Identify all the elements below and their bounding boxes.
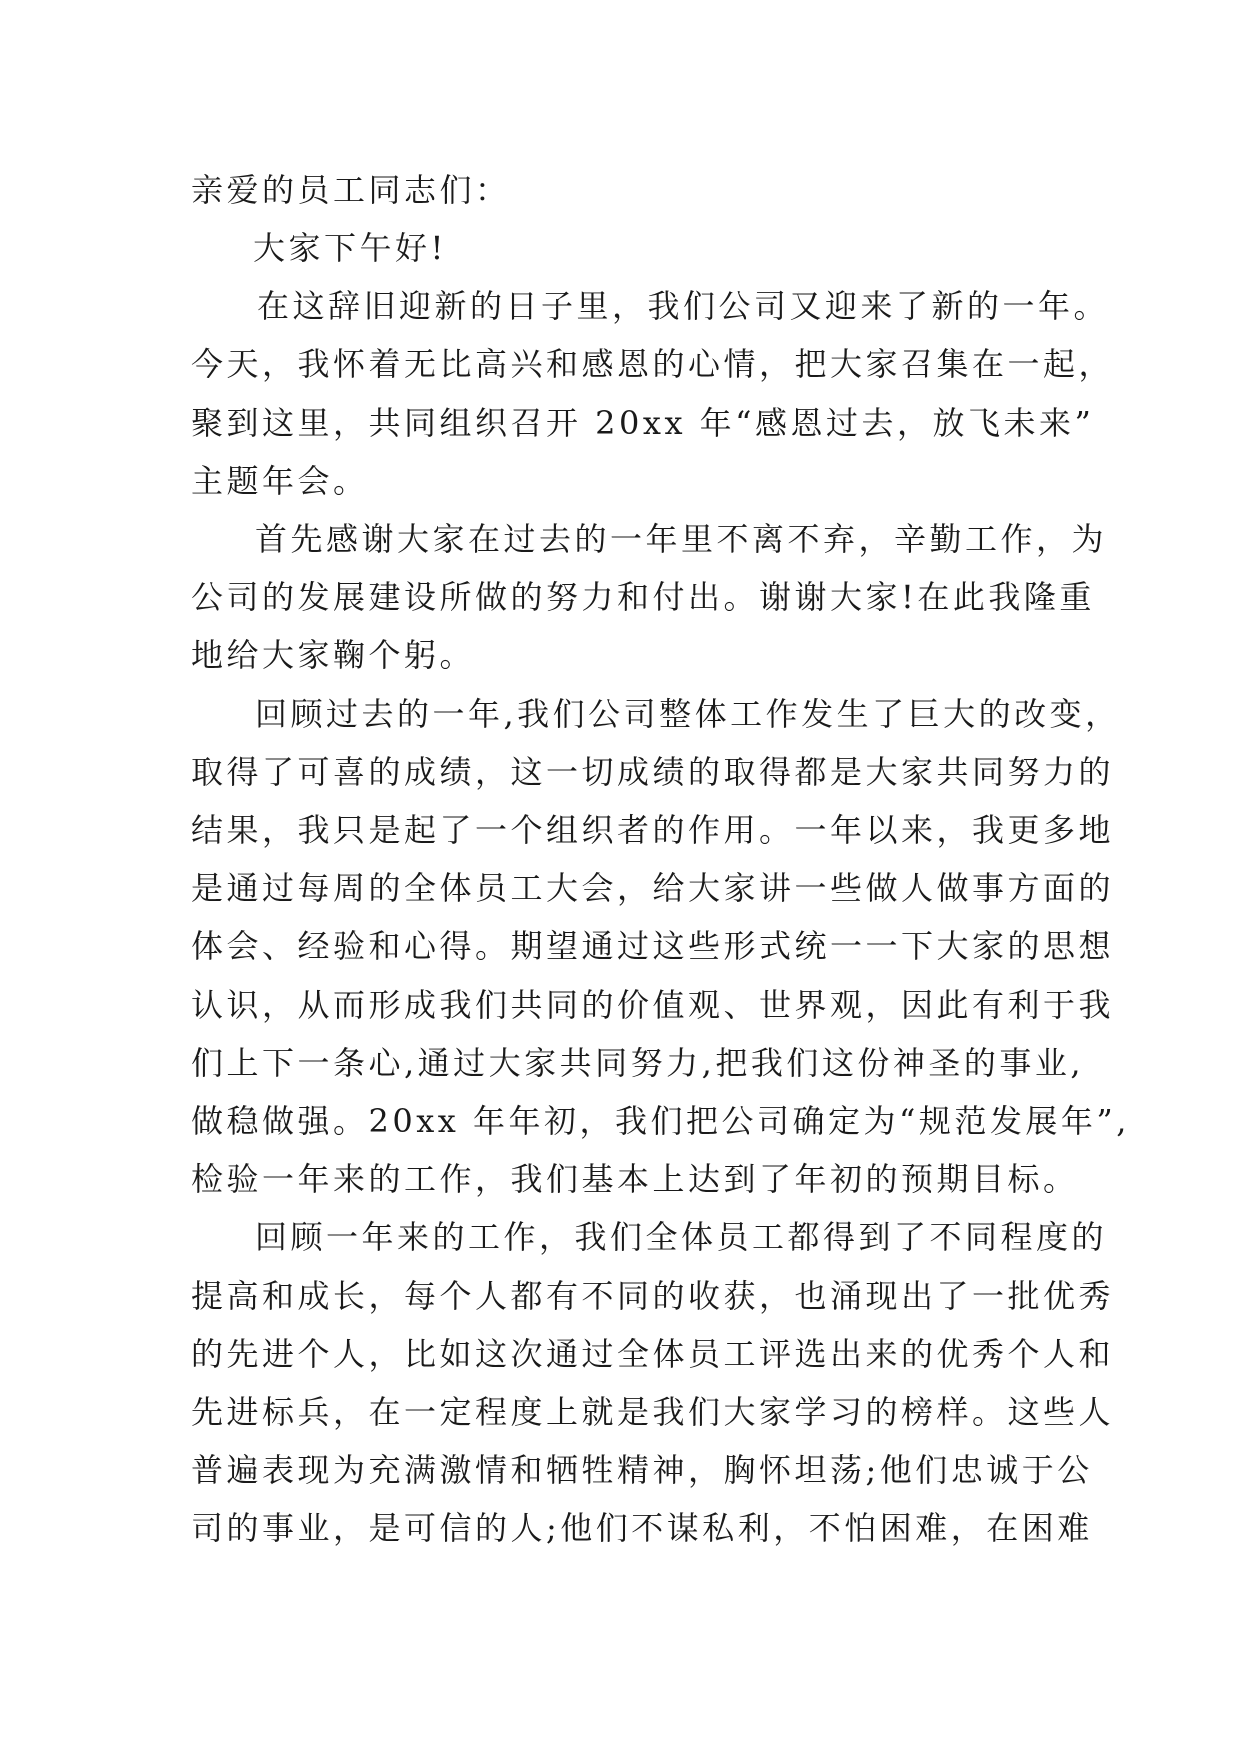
body-text-line: 的先进个人，比如这次通过全体员工评选出来的优秀个人和: [191, 1335, 1115, 1373]
salutation: 亲爱的员工同志们：: [191, 171, 511, 209]
body-text-line: 检验一年来的工作，我们基本上达到了年初的预期目标。: [191, 1160, 1079, 1198]
body-text-line: 先进标兵，在一定程度上就是我们大家学习的榜样。这些人: [191, 1393, 1115, 1431]
body-text-line: 提高和成长，每个人都有不同的收获，也涌现出了一批优秀: [191, 1277, 1115, 1315]
body-text-line: 主题年会。: [191, 462, 369, 500]
body-text-line: 是通过每周的全体员工大会，给大家讲一些做人做事方面的: [191, 869, 1115, 907]
body-text-line: 回顾一年来的工作，我们全体员工都得到了不同程度的: [255, 1218, 1108, 1256]
body-text-line: 公司的发展建设所做的努力和付出。谢谢大家!在此我隆重: [191, 578, 1095, 616]
body-text-line: 在这辞旧迎新的日子里，我们公司又迎来了新的一年。: [257, 287, 1110, 325]
body-text-line: 体会、经验和心得。期望通过这些形式统一一下大家的思想: [191, 927, 1115, 965]
body-text-line: 认识，从而形成我们共同的价值观、世界观，因此有利于我: [191, 986, 1115, 1024]
body-text-line: 今天，我怀着无比高兴和感恩的心情，把大家召集在一起，: [191, 345, 1115, 383]
body-text-line: 做稳做强。20xx 年年初，我们把公司确定为“规范发展年”,: [191, 1102, 1130, 1140]
body-text-line: 司的事业，是可信的人;他们不谋私利，不怕困难，在困难: [191, 1509, 1093, 1547]
body-text-line: 聚到这里，共同组织召开 20xx 年“感恩过去，放飞未来”: [191, 404, 1095, 442]
body-text-line: 地给大家鞠个躬。: [191, 636, 476, 674]
greeting: 大家下午好!: [253, 229, 447, 267]
body-text-line: 普遍表现为充满激情和牺牲精神，胸怀坦荡;他们忠诚于公: [191, 1451, 1093, 1489]
body-text-line: 回顾过去的一年,我们公司整体工作发生了巨大的改变，: [255, 695, 1121, 733]
body-text-line: 们上下一条心,通过大家共同努力,把我们这份神圣的事业,: [191, 1044, 1085, 1082]
body-text-line: 首先感谢大家在过去的一年里不离不弃，辛勤工作，为: [255, 520, 1108, 558]
body-text-line: 结果，我只是起了一个组织者的作用。一年以来，我更多地: [191, 811, 1115, 849]
body-text-line: 取得了可喜的成绩，这一切成绩的取得都是大家共同努力的: [191, 753, 1115, 791]
